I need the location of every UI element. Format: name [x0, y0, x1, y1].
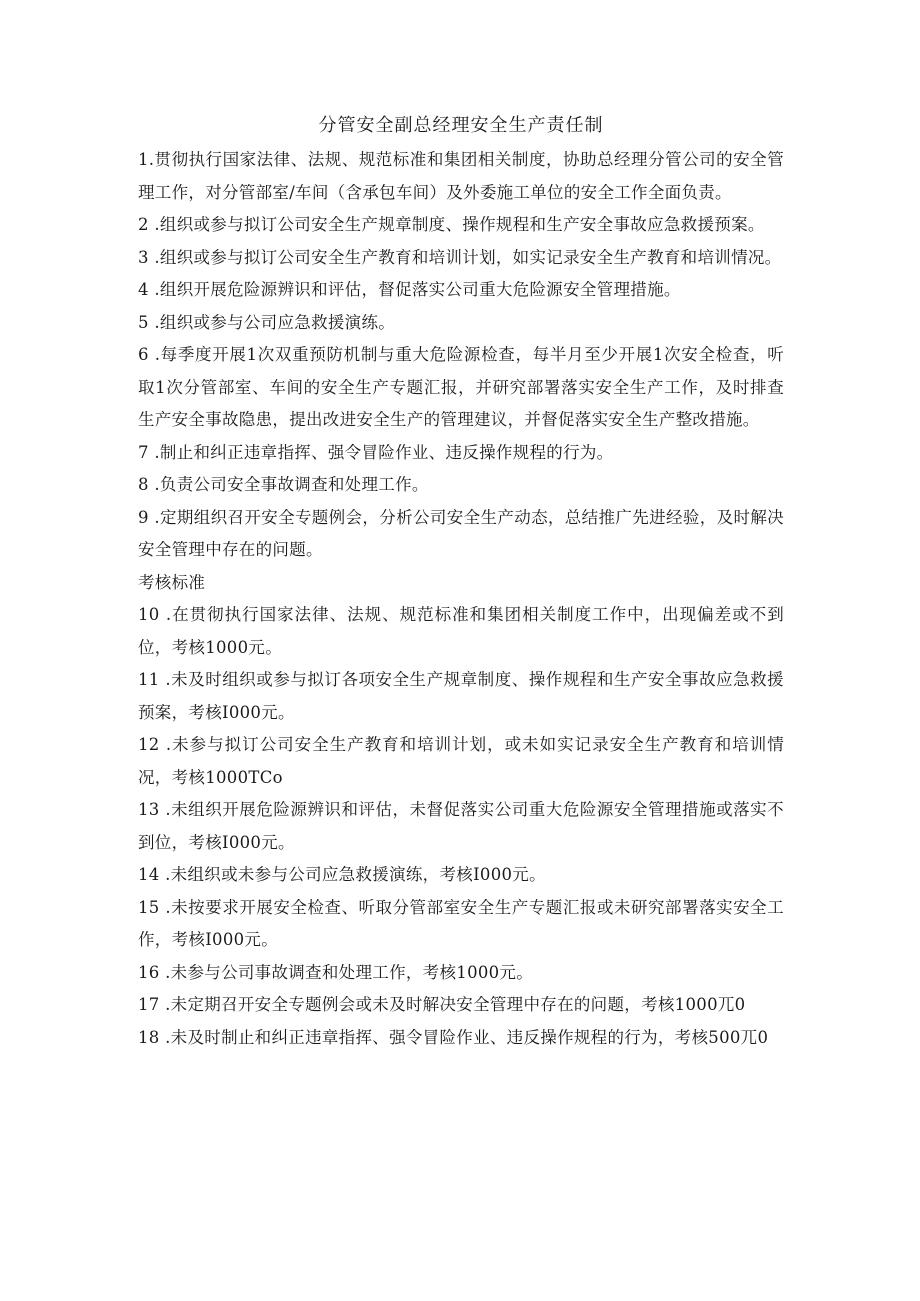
- responsibility-item: 7 .制止和纠正违章指挥、强令冒险作业、违反操作规程的行为。: [138, 442, 614, 462]
- responsibility-item: 3 .组织或参与拟订公司安全生产教育和培训计划，如实记录安全生产教育和培训情况。: [138, 247, 782, 267]
- assessment-item: 11 .未及时组织或参与拟订各项安全生产规章制度、操作规程和生产安全事故应急救援预案，考核I000元。: [138, 670, 784, 722]
- assessment-list: [138, 599, 784, 1054]
- responsibility-item: 2 .组织或参与拟订公司安全生产规章制度、操作规程和生产安全事故应急救援预案。: [138, 215, 765, 234]
- responsibility-item: 4 .组织开展危险源辨识和评估，督促落实公司重大危险源安全管理措施。: [138, 280, 681, 299]
- assessment-item: 12 .未参与拟订公司安全生产教育和培训计划，或未如实记录安全生产教育和培训情况，考核1000TCo: [138, 735, 784, 787]
- assessment-item: 17 .未定期召开安全专题例会或未及时解决安全管理中存在的问题，考核1000兀0: [138, 995, 746, 1014]
- assessment-item: 18 .未及时制止和纠正违章指挥、强令冒险作业、违反操作规程的行为，考核500兀0: [138, 1027, 769, 1047]
- document-title: 分管安全副总经理安全生产责任制: [318, 115, 604, 136]
- responsibility-item: 6 .每季度开展1次双重预防机制与重大危险源检查，每半月至少开展1次安全检查，听取1次分管部室、车间的安全生产专题汇报，并研究部署落实安全生产工作，及时排查生产安全事故隐患，提出改进安全生产的管理建议，并督促落实安全生产整改措施。: [138, 345, 784, 429]
- assessment-heading: 考核标准: [138, 572, 206, 592]
- responsibility-item: 1.贯彻执行国家法律、法规、规范标准和集团相关制度，协助总经理分管公司的安全管理工作，对分管部室/车间（含承包车间）及外委施工单位的安全工作全面负责。: [138, 150, 784, 202]
- assessment-item: 14 .未组织或未参与公司应急救援演练，考核I000元。: [138, 865, 546, 884]
- assessment-item: 15 .未按要求开展安全检查、听取分管部室安全生产专题汇报或未研究部署落实安全工作，考核I000元。: [138, 897, 784, 949]
- responsibility-list: [138, 144, 784, 567]
- responsibility-item: 8 .负责公司安全事故调查和处理工作。: [138, 475, 429, 494]
- assessment-item: 10 .在贯彻执行国家法律、法规、规范标准和集团相关制度工作中，出现偏差或不到位，考核1000元。: [138, 605, 784, 657]
- responsibility-item: 5 .组织或参与公司应急救援演练。: [138, 312, 396, 332]
- assessment-item: 13 .未组织开展危险源辨识和评估，未督促落实公司重大危险源安全管理措施或落实不到位，考核I000元。: [138, 800, 784, 852]
- responsibility-item: 9 .定期组织召开安全专题例会，分析公司安全生产动态，总结推广先进经验，及时解决安全管理中存在的问题。: [138, 507, 784, 559]
- assessment-item: 16 .未参与公司事故调查和处理工作，考核1000元。: [138, 962, 534, 982]
